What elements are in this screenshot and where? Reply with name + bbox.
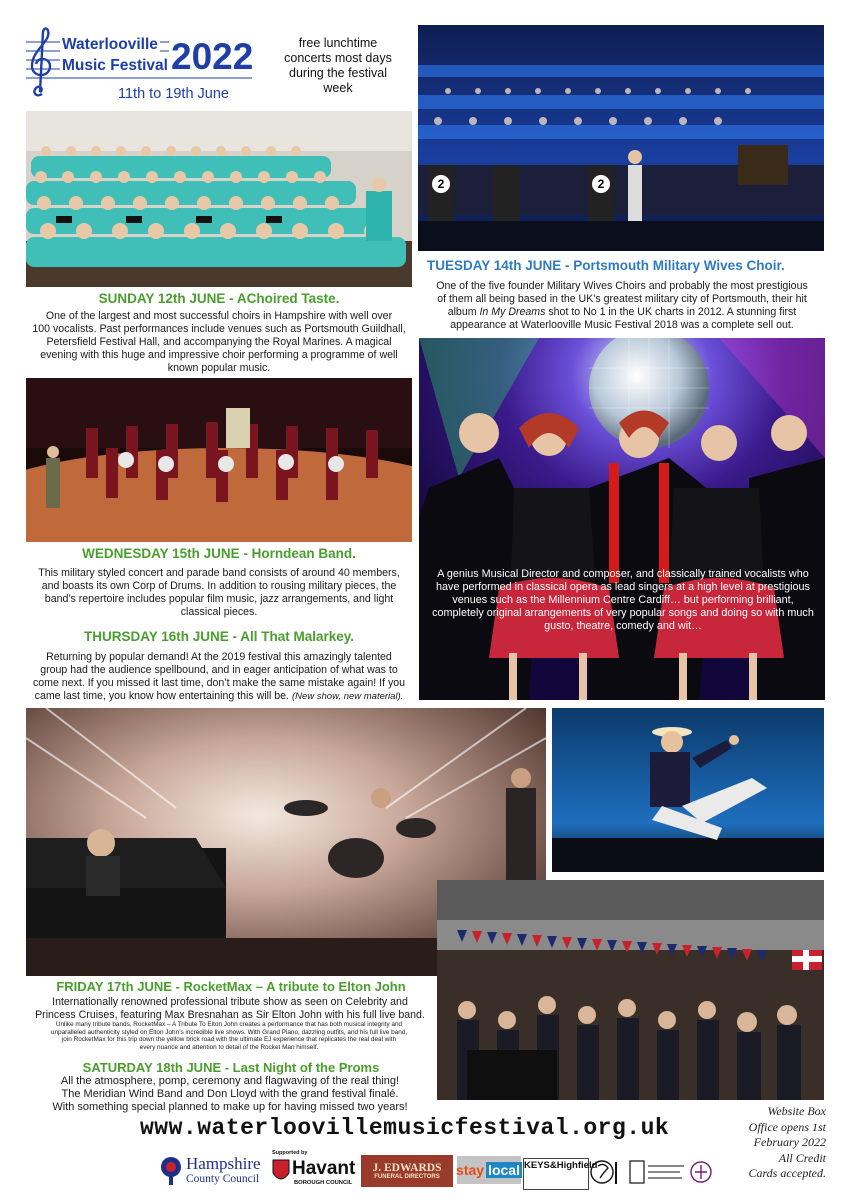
wednesday-line4: classical pieces.: [180, 606, 258, 618]
lunchtime-note: [272, 36, 404, 96]
havant-name: Havant: [292, 1158, 356, 1179]
sunday-line1: One of the largest and most successful choirs in Hampshire with well over: [45, 310, 393, 322]
overlay-line3: venues such as the Millennium Centre Cardiff… but performing brilliant,: [452, 594, 794, 606]
friday-description: [20, 996, 440, 1022]
album-title: In My Dreams: [479, 306, 546, 318]
havant-supported: Supported by: [272, 1150, 308, 1156]
keys-word: KEYS: [524, 1160, 550, 1171]
sunday-line2: 100 vocalists. Past performances include venues such as Portsmouth Guildhall,: [32, 323, 406, 335]
lunchtime-line4: week: [323, 81, 353, 95]
malarkey-overlay-text: [425, 568, 821, 633]
box-line3: February 2022: [753, 1135, 826, 1149]
friday-heading: FRIDAY 17th JUNE - RocketMax – A tribute to Elton John: [56, 979, 406, 994]
rose-icon: [160, 1156, 182, 1186]
edwards-sub: FUNERAL DIRECTORS: [374, 1174, 440, 1180]
keys-highfield-logo: KEYS&Highfield: [523, 1158, 589, 1190]
box-line4: All Credit: [778, 1150, 826, 1165]
drum-number-2: 2: [592, 175, 610, 193]
lunchtime-line2: concerts most days: [284, 51, 392, 65]
friday-small4: every nuance and attention to detail of the Rocket Man himself.: [139, 1043, 319, 1051]
tuesday-description: [419, 280, 825, 332]
thursday-heading: THURSDAY 16th JUNE - All That Malarkey.: [83, 629, 355, 644]
logo-dates: 11th to 19th June: [118, 86, 229, 102]
partner-logo-icon: [628, 1158, 686, 1188]
saturday-heading: SATURDAY 18th JUNE - Last Night of the Proms: [82, 1060, 380, 1075]
thursday-line4: [20, 690, 418, 703]
festival-website-link[interactable]: www.waterloovillemusicfestival.org.uk: [140, 1115, 670, 1141]
festival-logo: [26, 24, 252, 104]
sunday-line5: known popular music.: [167, 362, 271, 374]
tuesday-line1: One of the five founder Military Wives Choirs and probably the most prestigious: [436, 280, 808, 292]
treble-clef-icon: [26, 24, 56, 102]
havant-sub: BOROUGH COUNCIL: [294, 1180, 353, 1186]
elton-tribute-photo: [552, 708, 824, 872]
tuesday-line3-c: shot to No 1 in the UK charts in 2012. A stunning first: [545, 306, 797, 318]
hampshire-name: Hampshire: [186, 1154, 261, 1173]
thursday-line4-a: came last time, you know how entertaining this will be.: [34, 690, 292, 702]
friday-small1: Unlike many tribute bands, RocketMax – A Tribute To Elton John creates a performance that has both musical integrity and: [55, 1021, 403, 1028]
havant-logo: [272, 1150, 358, 1190]
highfield-word: Highfield: [556, 1160, 598, 1171]
saturday-description: [20, 1075, 440, 1114]
sunday-heading: SUNDAY 12th JUNE - AChoired Taste.: [98, 291, 340, 306]
military-wives-photo: [418, 25, 824, 251]
tuesday-line2: of them all being based in the UK’s greatest military city of Portsmouth, their hit: [437, 293, 807, 305]
stay-word: stay: [456, 1162, 485, 1178]
thursday-line3: come next. If you missed it last time, don’t make the same mistake again! If you: [32, 677, 406, 689]
edwards-logo: [361, 1155, 453, 1187]
sunday-description: [26, 310, 412, 375]
friday-small-print: [24, 1021, 434, 1051]
thursday-line1: Returning by popular demand! At the 2019 festival this amazingly talented: [46, 651, 392, 663]
box-line5: Cards accepted.: [748, 1166, 826, 1180]
choir-emblem-icon: [590, 1158, 624, 1188]
tuesday-line3: [419, 306, 825, 319]
thursday-line2: group had the audience spellbound, and in eager anticipation of what was to: [40, 664, 398, 676]
malarkey-photo: [419, 338, 825, 700]
thursday-description: [20, 651, 418, 703]
edwards-name: J. EDWARDS: [372, 1162, 442, 1174]
drum-number-1: 2: [432, 175, 450, 193]
friday-line1: Internationally renowned professional tribute show as seen on Celebrity and: [52, 996, 408, 1008]
wednesday-description: [26, 567, 412, 619]
friday-small2: unparalleled authenticity styled on Elton John’s incredible live shows. With Grand Piano, dazzling outfits, and his full live band,: [50, 1028, 408, 1036]
logo-year: 2022: [171, 36, 254, 77]
hampshire-logo: [160, 1152, 270, 1188]
stay-local-logo: [457, 1156, 521, 1184]
wednesday-line3: band’s repertoire includes popular film music, jazz arrangements, and light: [44, 593, 394, 605]
choir-photo: [26, 111, 412, 287]
box-line1: Website Box: [767, 1104, 826, 1118]
lunchtime-line3: during the festival: [289, 66, 387, 80]
sunday-line3: Petersfield Festival Hall, and accompanying the Royal Marines. A magical: [46, 336, 392, 348]
box-office-note: [710, 1104, 826, 1182]
friday-small3: join RocketMax for this trip down the yellow brick road with the ultimate EJ experience that replicates the real deal with: [61, 1036, 397, 1044]
horndean-band-photo: [26, 378, 412, 542]
logo-line2: Music Festival: [62, 57, 168, 74]
tuesday-heading: TUESDAY 14th JUNE - Portsmouth Military Wives Choir.: [427, 258, 785, 273]
tuesday-line3-a: album: [447, 306, 480, 318]
local-word: local: [488, 1162, 520, 1178]
wednesday-heading: WEDNESDAY 15th JUNE - Horndean Band.: [82, 546, 356, 561]
logo-line1: Waterlooville: [62, 36, 158, 53]
friday-line2: Princess Cruises, featuring Max Bresnahan as Sir Elton John with his full live band.: [35, 1009, 425, 1021]
box-line2: Office opens 1st: [748, 1119, 826, 1134]
overlay-line4: completely original arrangements of very popular songs and doing so with much: [432, 607, 814, 619]
overlay-line2: have performed in classical opera as lead singers at a high level at prestigious: [436, 581, 810, 593]
overlay-line5: gusto, theatre, comedy and wit…: [544, 620, 702, 632]
round-emblem-icon: [690, 1160, 712, 1186]
sunday-line4: evening with this huge and impressive choir performing a programme of well: [40, 349, 398, 361]
lunchtime-line1: free lunchtime: [298, 36, 378, 50]
tuesday-line4: appearance at Waterlooville Music Festival 2018 was a complete sell out.: [450, 319, 794, 331]
saturday-line3: With something special planned to make up for having missed two years!: [52, 1101, 408, 1113]
thursday-note: (New show, new material).: [291, 691, 404, 702]
wednesday-line2: and boasts its own Corp of Drums. In addition to rousing military pieces, the: [41, 580, 397, 592]
saturday-line2: The Meridian Wind Band and Don Lloyd with the grand festival finalé.: [61, 1088, 399, 1100]
havant-crest-icon: [272, 1159, 290, 1185]
hampshire-sub: County Council: [186, 1173, 260, 1185]
overlay-line1: A genius Musical Director and composer, and classically trained vocalists who: [437, 568, 809, 580]
wednesday-line1: This military styled concert and parade band consists of around 40 members,: [38, 567, 400, 579]
saturday-line1: All the atmosphere, pomp, ceremony and flagwaving of the real thing!: [60, 1075, 400, 1087]
proms-photo: [437, 880, 824, 1100]
